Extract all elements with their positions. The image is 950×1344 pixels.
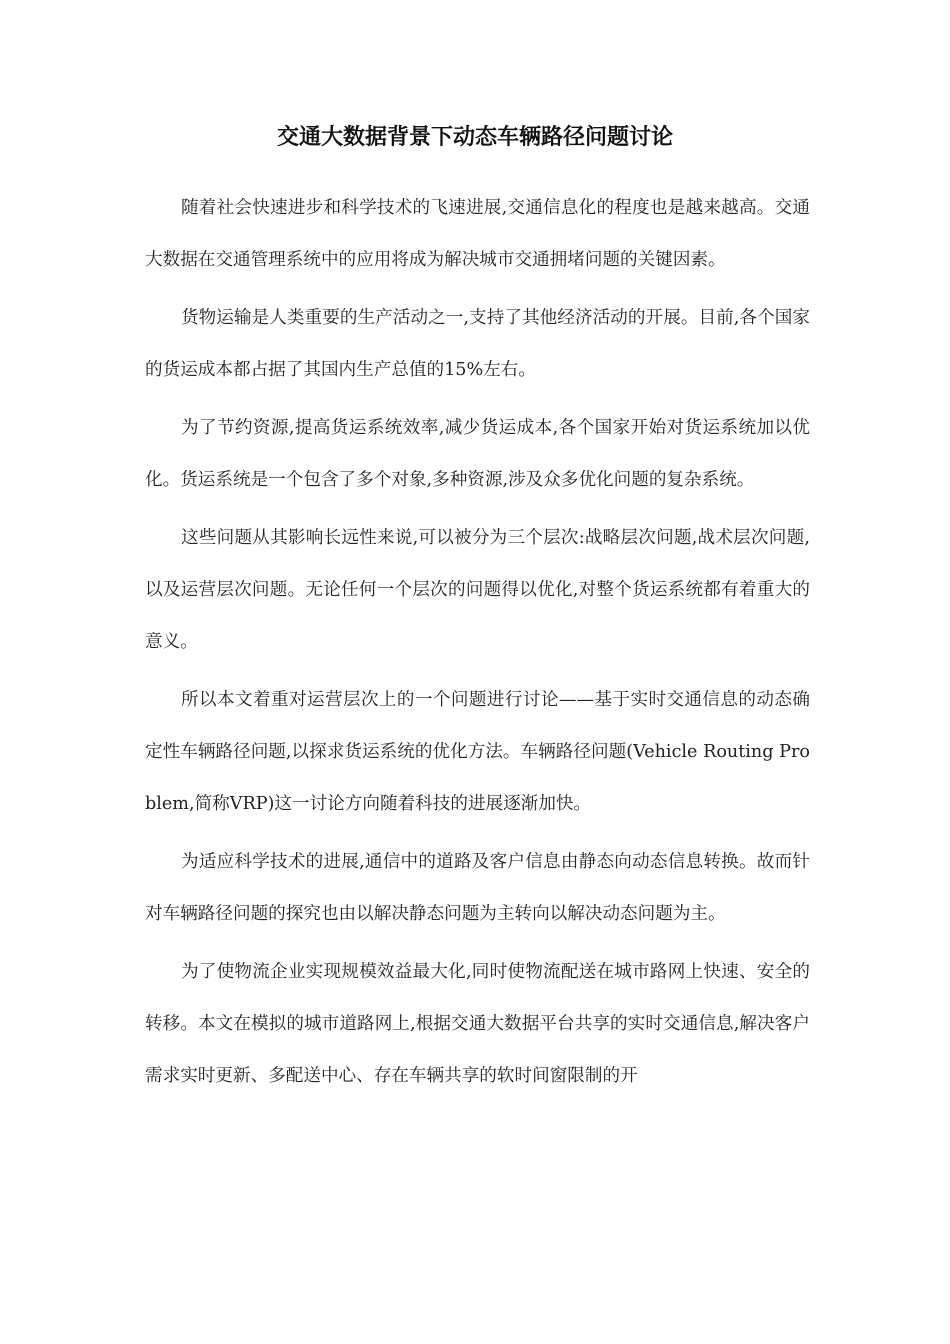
paragraph: 这些问题从其影响长远性来说,可以被分为三个层次:战略层次问题,战术层次问题,以及运营层次问题。无论任何一个层次的问题得以优化,对整个货运系统都有着重大的意义。	[145, 528, 810, 652]
document-title: 交通大数据背景下动态车辆路径问题讨论	[276, 124, 673, 150]
paragraph: 所以本文着重对运营层次上的一个问题进行讨论——基于实时交通信息的动态确定性车辆路径问题,以探求货运系统的优化方法。车辆路径问题(Vehicle Routing Problem,简称VRP)这一讨论方向随着科技的进展逐渐加快。	[145, 690, 810, 814]
paragraph: 为了使物流企业实现规模效益最大化,同时使物流配送在城市路网上快速、安全的转移。本文在模拟的城市道路网上,根据交通大数据平台共享的实时交通信息,解决客户需求实时更新、多配送中心、存在车辆共享的软时间窗限制的开	[145, 962, 810, 1086]
paragraph: 随着社会快速进步和科学技术的飞速进展,交通信息化的程度也是越来越高。交通大数据在交通管理系统中的应用将成为解决城市交通拥堵问题的关键因素。	[145, 198, 810, 270]
paragraph: 货物运输是人类重要的生产活动之一,支持了其他经济活动的开展。目前,各个国家的货运成本都占据了其国内生产总值的15%左右。	[145, 308, 810, 380]
document-body	[145, 182, 810, 1102]
paragraph: 为了节约资源,提高货运系统效率,减少货运成本,各个国家开始对货运系统加以优化。货运系统是一个包含了多个对象,多种资源,涉及众多优化问题的复杂系统。	[145, 418, 810, 490]
paragraph: 为适应科学技术的进展,通信中的道路及客户信息由静态向动态信息转换。故而针对车辆路径问题的探究也由以解决静态问题为主转向以解决动态问题为主。	[145, 852, 810, 924]
